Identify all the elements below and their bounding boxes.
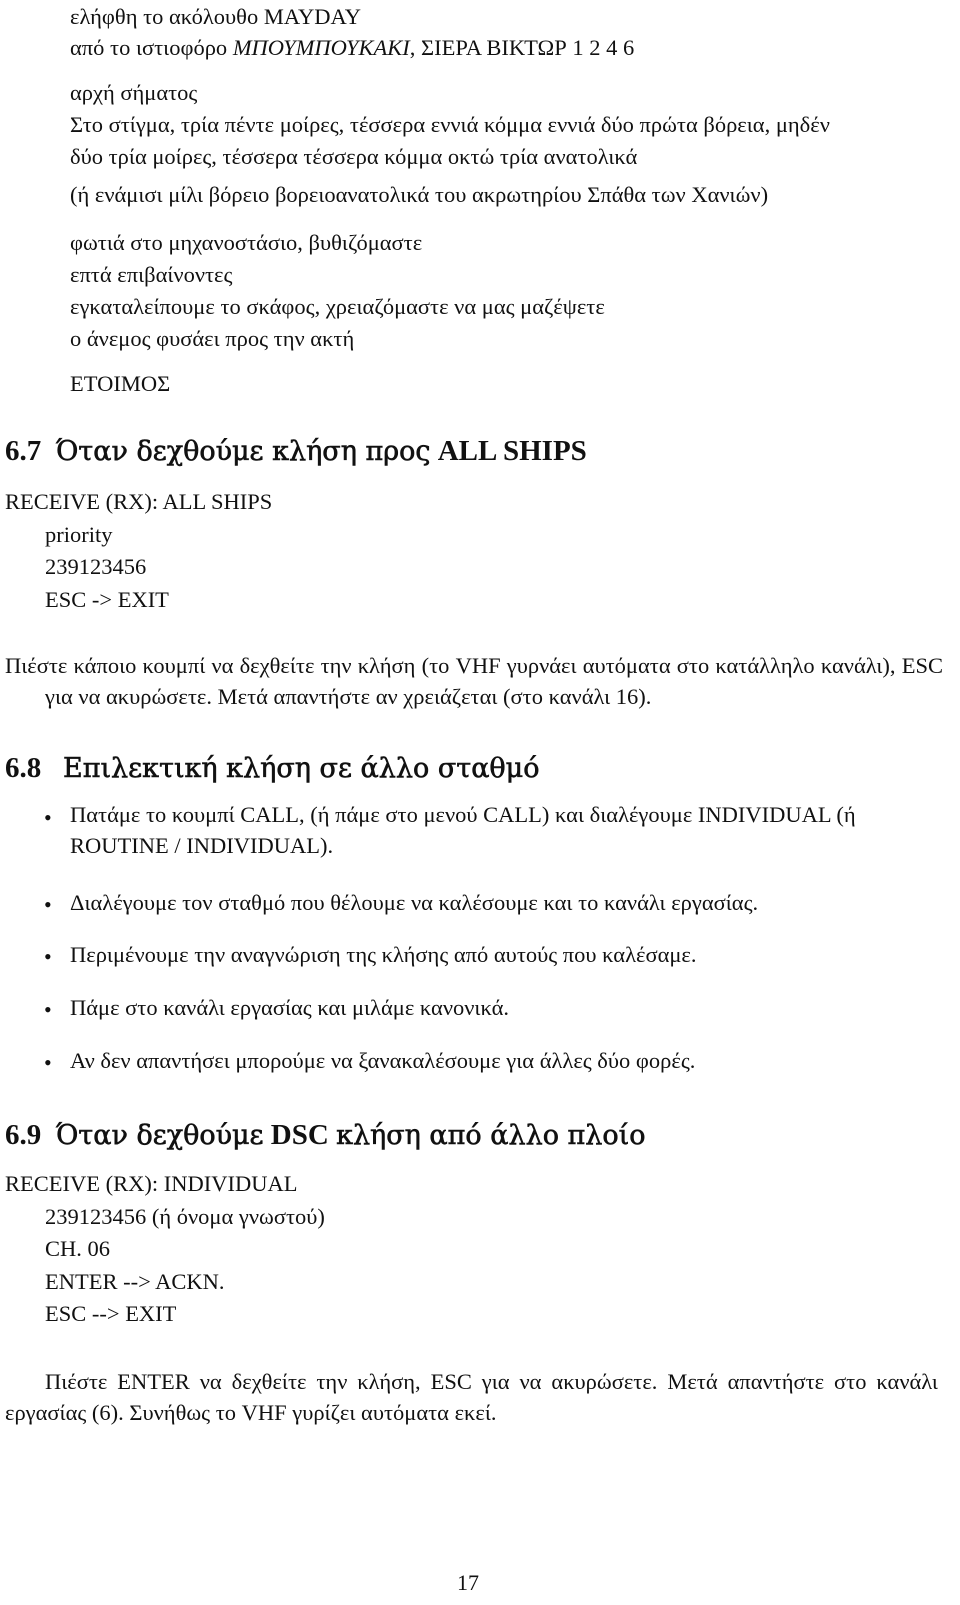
rx-display-line-1: RECEIVE (RX): ALL SHIPS <box>5 489 273 514</box>
mayday-line-10: ο άνεμος φυσάει προς την ακτή <box>70 326 355 351</box>
bullet-item-2: Διαλέγουμε τον σταθμό που θέλουμε να καλέσουμε και το κανάλι εργασίας. <box>70 890 759 915</box>
bullet-item-3: Περιμένουμε την αναγνώριση της κλήσης από αυτούς που καλέσαμε. <box>70 942 697 967</box>
bullet-dot: • <box>44 944 52 969</box>
mayday-line-1: ελήφθη το ακόλουθο MAYDAY <box>70 4 361 29</box>
mayday-line-4: Στο στίγμα, τρία πέντε μοίρες, τέσσερα εννιά κόμμα εννιά δύο πρώτα βόρεια, μηδέν <box>70 112 830 137</box>
section-6-7-heading: 6.7 Όταν δεχθούμε κλήση προς ALL SHIPS <box>5 435 587 467</box>
bullet-item-1: Πατάμε το κουμπί CALL, (ή πάμε στο μενού CALL) και διαλέγουμε INDIVIDUAL (ή ROUTINE / INDIVIDUAL). <box>70 802 856 858</box>
page-number: 17 <box>457 1570 479 1595</box>
mayday-line-5: δύο τρία μοίρες, τέσσερα τέσσερα κόμμα οκτώ τρία ανατολικά <box>70 144 638 169</box>
rx-individual-line-3: CH. 06 <box>45 1236 111 1261</box>
section-6-9-paragraph: Πιέστε ENTER να δεχθείτε την κλήση, ESC για να ακυρώσετε. Μετά απαντήστε στο κανάλι εργασίας (6). Συνήθως το VHF γυρίζει αυτόματα εκεί. <box>5 1369 938 1425</box>
mayday-line-2: από το ιστιοφόρο ΜΠΟΥΜΠΟΥΚΑΚΙ, ΣΙΕΡΑ ΒΙΚΤΩΡ 1 2 4 6 <box>70 35 635 60</box>
rx-display-line-3: 239123456 <box>45 554 147 579</box>
bullet-dot: • <box>44 997 52 1022</box>
rx-display-line-2: priority <box>45 522 113 547</box>
bullet-dot: • <box>44 892 52 917</box>
bullet-item-5: Αν δεν απαντήσει μπορούμε να ξανακαλέσουμε για άλλες δύο φορές. <box>70 1048 696 1073</box>
mayday-line-3: αρχή σήματος <box>70 80 198 105</box>
mayday-line-8: επτά επιβαίνοντες <box>70 262 233 287</box>
rx-individual-line-4: ENTER --> ACKN. <box>45 1269 225 1294</box>
mayday-line-6: (ή ενάμισι μίλι βόρειο βορειοανατολικά του ακρωτηρίου Σπάθα των Χανιών) <box>70 182 769 207</box>
mayday-line-11: ΕΤΟΙΜΟΣ <box>70 371 171 396</box>
bullet-item-4: Πάμε στο κανάλι εργασίας και μιλάμε κανονικά. <box>70 995 510 1020</box>
rx-individual-line-2: 239123456 (ή όνομα γνωστού) <box>45 1204 325 1229</box>
mayday-line-9: εγκαταλείπουμε το σκάφος, χρειαζόμαστε να μας μαζέψετε <box>70 294 605 319</box>
vessel-name: ΜΠΟΥΜΠΟΥΚΑΚΙ <box>232 35 410 60</box>
rx-display-line-4: ESC -> EXIT <box>45 587 169 612</box>
mayday-line-7: φωτιά στο μηχανοστάσιο, βυθιζόμαστε <box>70 230 423 255</box>
section-6-8-heading: 6.8 Επιλεκτική κλήση σε άλλο σταθμό <box>5 752 540 784</box>
section-6-7-paragraph: Πιέστε κάποιο κουμπί να δεχθείτε την κλήση (το VHF γυρνάει αυτόματα στο κατάλληλο κανάλι), ESC για να ακυρώσετε. Μετά απαντήστε αν χρειάζεται (στο κανάλι 16). <box>5 653 943 709</box>
bullet-dot: • <box>44 805 52 830</box>
section-6-9-heading: 6.9 Όταν δεχθούμε DSC κλήση από άλλο πλοίο <box>5 1119 646 1151</box>
rx-individual-line-5: ESC --> EXIT <box>45 1301 177 1326</box>
rx-individual-line-1: RECEIVE (RX): INDIVIDUAL <box>5 1171 298 1196</box>
bullet-dot: • <box>44 1050 52 1075</box>
